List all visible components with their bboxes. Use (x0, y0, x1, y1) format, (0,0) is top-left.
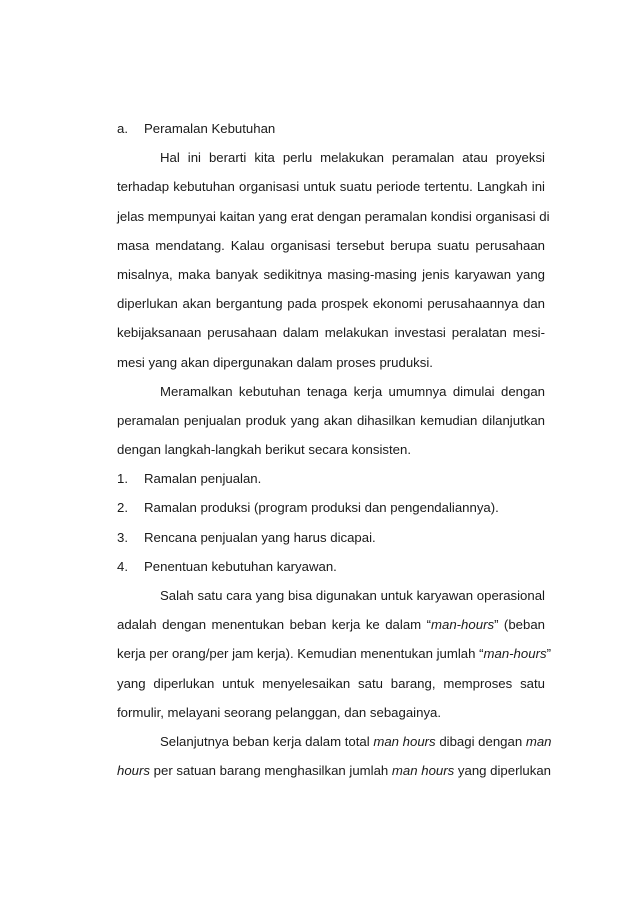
list-item (117, 557, 545, 586)
paragraph-line: masa mendatang. Kalau organisasi tersebut berupa suatu perusahaan (117, 237, 545, 253)
paragraph-line: Salah satu cara yang bisa digunakan untuk karyawan operasional (160, 588, 545, 603)
paragraph-line: yang diperlukan untuk menyelesaikan satu barang, memproses satu (117, 675, 545, 691)
list-item (117, 469, 545, 498)
italic-term: hours (117, 763, 150, 779)
list-item-marker: 1. (117, 471, 128, 487)
text-run: dibagi dengan (435, 733, 526, 749)
italic-term: man hours (391, 763, 455, 779)
list-item-text: Penentuan kebutuhan karyawan. (144, 558, 337, 574)
text-run: adalah dengan menentukan beban kerja ke dalam “ (117, 617, 432, 633)
italic-term: man-hours (431, 617, 495, 633)
list-item-marker: 2. (117, 500, 128, 516)
paragraph-line: jelas mempunyai kaitan yang erat dengan peramalan kondisi organisasi di (117, 208, 550, 224)
paragraph-line (117, 732, 552, 761)
heading-marker: a. (117, 121, 128, 136)
section-heading (117, 119, 545, 148)
list-item (117, 498, 545, 527)
list-item (117, 528, 545, 557)
paragraph-line (117, 615, 545, 644)
page-body (117, 119, 552, 790)
list-item-text: Ramalan produksi (program produksi dan pengendaliannya). (144, 500, 499, 516)
list-item-text: Rencana penjualan yang harus dicapai. (144, 529, 376, 545)
paragraph-line: misalnya, maka banyak sedikitnya masing-masing jenis karyawan yang (117, 266, 545, 282)
paragraph-line: peramalan penjualan produk yang akan dihasilkan kemudian dilanjutkan (117, 412, 545, 428)
text-run: yang diperlukan (454, 763, 552, 779)
paragraph-line: kebijaksanaan perusahaan dalam melakukan investasi peralatan mesi- (117, 325, 545, 341)
paragraph-line (117, 644, 551, 673)
paragraph-line: mesi yang akan dipergunakan dalam proses pruduksi. (117, 354, 433, 370)
paragraph-line: terhadap kebutuhan organisasi untuk suatu periode tertentu. Langkah ini (117, 179, 545, 195)
paragraph-line: diperlukan akan bergantung pada prospek ekonomi perusahaannya dan (117, 296, 545, 312)
italic-term: man-hours (483, 646, 547, 662)
italic-term: man (525, 733, 552, 749)
text-run: per satuan barang menghasilkan jumlah (150, 763, 392, 779)
paragraph-line (117, 761, 552, 790)
text-run: ” (546, 646, 551, 662)
list-item-text: Ramalan penjualan. (144, 471, 262, 487)
list-item-marker: 4. (117, 558, 128, 574)
paragraph-line: Meramalkan kebutuhan tenaga kerja umumnya dimulai dengan (160, 383, 545, 399)
list-item-marker: 3. (117, 529, 128, 545)
paragraph-line: Hal ini berarti kita perlu melakukan peramalan atau proyeksi (160, 150, 545, 166)
paragraph-line: formulir, melayani seorang pelanggan, dan sebagainya. (117, 704, 442, 720)
text-run: ” (beban (494, 617, 545, 633)
text-run: kerja per orang/per jam kerja). Kemudian menentukan jumlah “ (117, 646, 484, 662)
italic-term: man hours (373, 733, 436, 749)
text-run: Selanjutnya beban kerja dalam total (160, 733, 374, 749)
heading-text: Peramalan Kebutuhan (144, 121, 276, 136)
paragraph-line: dengan langkah-langkah berikut secara konsisten. (117, 442, 411, 458)
